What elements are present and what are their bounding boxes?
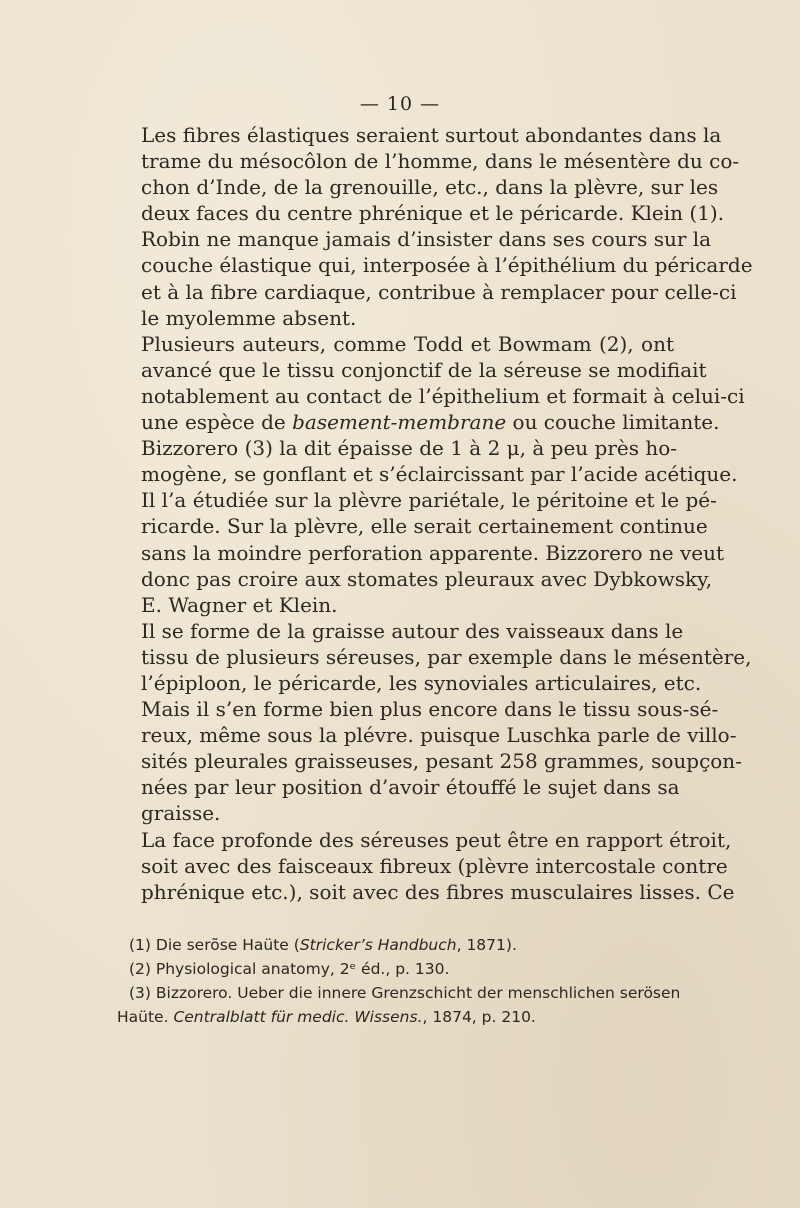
text-line: ricarde. Sur la plèvre, elle serait certainement continue [141, 514, 708, 539]
text-line: sités pleurales graisseuses, pesant 258 grammes, soupçon- [141, 749, 742, 774]
paragraph-5 [117, 618, 752, 827]
footnote-text: , 1871). [456, 936, 517, 954]
paragraph-6 [117, 827, 735, 905]
text-line: Il se forme de la graisse autour des vaisseaux dans le [141, 618, 684, 643]
text-line: chon d’Inde, de la grenouille, etc., dans la plèvre, sur les [141, 175, 719, 200]
paragraph-2 [117, 226, 753, 330]
text-line: sans la moindre perforation apparente. Bizzorero ne veut [141, 540, 725, 565]
text-line-with-italic [117, 409, 720, 435]
text-line: l’épiploon, le péricarde, les synoviales articulaires, etc. [141, 670, 702, 695]
text-line: deux faces du centre phrénique et le péricarde. Klein (1). [141, 201, 725, 226]
paragraph-1 [117, 122, 740, 226]
italic-term: basement-membrane [292, 410, 507, 435]
footnote-2 [117, 957, 674, 981]
text-line: phrénique etc.), soit avec des fibres musculaires lisses. Ce [141, 879, 735, 904]
text-line: tissu de plusieurs séreuses, par exemple dans le mésentère, [141, 644, 752, 669]
text-line: Il l’a étudiée sur la plèvre pariétale, le péritoine et le pé- [141, 488, 717, 513]
text-line: Plusieurs auteurs, comme Todd et Bowmam (2), ont [141, 331, 674, 356]
footnote-italic: Centralblatt für medic. Wissens. [173, 1008, 423, 1026]
text-line: mogène, se gonflant et s’éclaircissant par l’acide acétique. [141, 462, 738, 487]
footnote-text: , 1874, p. 210. [422, 1008, 536, 1026]
footnote-text: (3) Bizzorero. Ueber die innere Grenzschicht der menschlichen serösen [129, 984, 681, 1002]
text-line: donc pas croire aux stomates pleuraux avec Dybkowsky, [141, 566, 713, 591]
text-line: La face profonde des séreuses peut être en rapport étroit, [141, 827, 732, 852]
footnote-1 [117, 933, 674, 957]
footnote-3 [117, 981, 681, 1005]
footnote-text: (2) Physiological anatomy, 2ᵉ éd., p. 130. [129, 960, 450, 978]
footnote-text: (1) Die serõse Haüte ( [129, 936, 300, 954]
text-line: nées par leur position d’avoir étouffé le sujet dans sa [141, 775, 680, 800]
text-line: notablement au contact de l’épithelium et formait à celui-ci [141, 383, 745, 408]
text-line: E. Wagner et Klein. [141, 592, 338, 617]
text-line: Bizzorero (3) la dit épaisse de 1 à 2 μ, à peu près ho- [141, 436, 678, 461]
page-number: — 10 — [359, 93, 441, 115]
text-line: couche élastique qui, interposée à l’épithélium du péricarde [141, 253, 753, 278]
text-line: trame du mésocôlon de l’homme, dans le mésentère du co- [141, 149, 740, 174]
text-line: Robin ne manque jamais d’insister dans ses cours sur la [141, 227, 712, 252]
text-fragment: une espèce de [141, 410, 293, 435]
footnote-3-continuation [117, 1005, 674, 1029]
text-line: Les fibres élastiques seraient surtout abondantes dans la [141, 123, 722, 147]
footnote-italic: Stricker’s Handbuch [299, 936, 457, 954]
text-fragment: ou couche limitante. [506, 410, 720, 435]
text-line: avancé que le tissu conjonctif de la séreuse se modifiait [141, 357, 707, 382]
text-line: et à la fibre cardiaque, contribue à remplacer pour celle-ci [141, 279, 737, 304]
paragraph-4 [117, 435, 738, 618]
main-text [117, 122, 753, 905]
text-line: soit avec des faisceaux fibreux (plèvre intercostale contre [141, 853, 728, 878]
text-line: reux, même sous la plévre. puisque Luschka parle de villo- [141, 723, 737, 748]
footnotes [117, 933, 681, 1029]
footnote-text: Haüte. [117, 1008, 174, 1026]
text-line: graisse. [141, 801, 221, 826]
text-line: le myolemme absent. [141, 305, 357, 330]
paragraph-3 [117, 331, 745, 435]
text-line: Mais il s’en forme bien plus encore dans le tissu sous-sé- [141, 697, 719, 722]
